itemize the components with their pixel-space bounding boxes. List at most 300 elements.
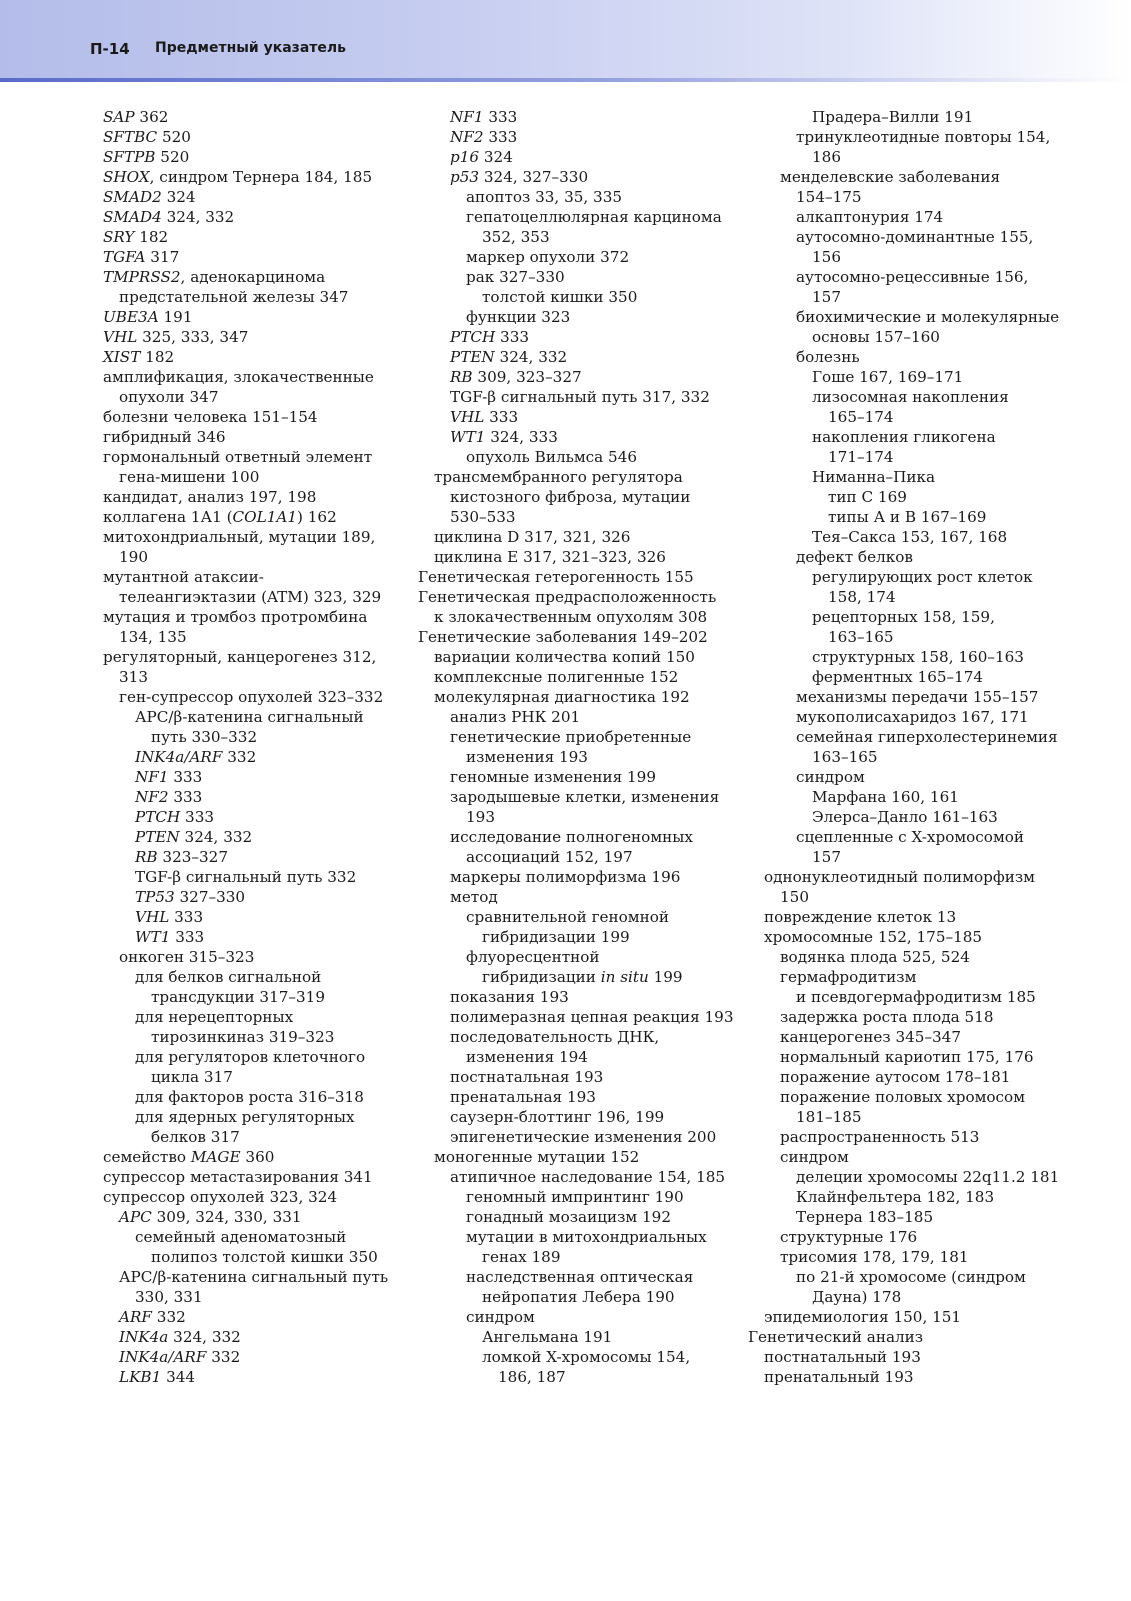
index-entry [103, 1167, 403, 1187]
index-text: аутосомно-доминантные 155, [796, 228, 1034, 246]
index-entry [103, 827, 403, 847]
index-entry [418, 127, 748, 147]
index-entry [103, 1087, 403, 1107]
index-entry [418, 927, 748, 947]
index-text: маркер опухоли 372 [466, 248, 630, 266]
index-term-italic: p16 [450, 148, 480, 166]
index-text: опухоль Вильмса 546 [466, 448, 638, 466]
index-entry [748, 1147, 1048, 1167]
index-text: маркеры полиморфизма 196 [450, 868, 681, 886]
index-entry [103, 1207, 403, 1227]
index-text: эпидемиология 150, 151 [764, 1308, 962, 1326]
index-text: Генетическая гетерогенность 155 [418, 568, 694, 586]
index-entry [103, 1267, 403, 1287]
index-text: 325, 333, 347 [137, 328, 249, 346]
index-entry [103, 887, 403, 907]
index-text: 199 [648, 968, 683, 986]
index-term-italic: WT1 [450, 428, 486, 446]
index-entry [748, 1087, 1048, 1107]
index-text: 309, 323–327 [472, 368, 582, 386]
index-text: толстой кишки 350 [482, 288, 638, 306]
index-text: гена-мишени 100 [119, 468, 260, 486]
index-text: 352, 353 [482, 228, 550, 246]
index-text: эпигенетические изменения 200 [450, 1128, 717, 1146]
index-term-italic: SAP [103, 108, 135, 126]
index-entry [103, 1287, 403, 1307]
index-text: распространенность 513 [780, 1128, 980, 1146]
index-text: мутации в митохондриальных [466, 1228, 707, 1246]
index-entry [748, 1367, 1048, 1387]
index-entry [103, 1067, 403, 1087]
index-text: генах 189 [482, 1248, 561, 1266]
index-text: синдром [780, 1148, 849, 1166]
index-text: комплексные полигенные 152 [434, 668, 679, 686]
index-entry [418, 447, 748, 467]
index-text: типы А и В 167–169 [828, 508, 987, 526]
index-entry [418, 587, 748, 607]
index-entry [748, 287, 1048, 307]
index-text: 520 [155, 148, 190, 166]
index-text: 324 [161, 188, 196, 206]
index-entry [748, 1247, 1048, 1267]
index-term-italic: UBE3A [103, 308, 159, 326]
index-entry [103, 647, 403, 667]
index-term-italic: SHOX [103, 168, 150, 186]
index-text: наследственная оптическая [466, 1268, 694, 1286]
index-text: регуляторный, канцерогенез 312, [103, 648, 377, 666]
index-text: ферментных 165–174 [812, 668, 984, 686]
index-entry [418, 467, 748, 487]
index-text: белков 317 [151, 1128, 240, 1146]
index-entry [418, 1107, 748, 1127]
index-text: митохондриальный, мутации 189, [103, 528, 376, 546]
index-text: супрессор метастазирования 341 [103, 1168, 373, 1186]
index-term-italic: WT1 [135, 928, 171, 946]
index-text: семейная гиперхолестеринемия [796, 728, 1058, 746]
index-entry [103, 527, 403, 547]
index-entry [418, 887, 748, 907]
index-entry [418, 1287, 748, 1307]
index-text: 332 [206, 1348, 241, 1366]
index-entry [748, 667, 1048, 687]
index-text: 186, 187 [498, 1368, 566, 1386]
index-text: болезнь [796, 348, 860, 366]
index-text: канцерогенез 345–347 [780, 1028, 962, 1046]
index-term-italic: VHL [135, 908, 170, 926]
index-text: опухоли 347 [119, 388, 219, 406]
index-entry [103, 907, 403, 927]
index-entry [103, 567, 403, 587]
index-entry [748, 847, 1048, 867]
index-entry [748, 127, 1051, 147]
index-text: 309, 324, 330, 331 [151, 1208, 302, 1226]
index-entry [103, 367, 403, 387]
index-text: для белков сигнальной [135, 968, 322, 986]
index-entry [103, 867, 403, 887]
index-entry [748, 107, 1048, 127]
index-entry [418, 1167, 748, 1187]
index-entry [103, 1347, 403, 1367]
index-entry [748, 1067, 1048, 1087]
index-entry [748, 1287, 1048, 1307]
index-entry [748, 1007, 1048, 1027]
index-text: моногенные мутации 152 [434, 1148, 640, 1166]
index-entry [103, 927, 403, 947]
header-band [0, 0, 1131, 78]
index-text: трансдукции 317–319 [151, 988, 325, 1006]
header-rule [0, 78, 1131, 82]
index-entry [748, 647, 1048, 667]
index-text: 171–174 [828, 448, 894, 466]
index-entry [103, 1367, 403, 1387]
index-entry [103, 207, 403, 227]
index-text: полимеразная цепная реакция 193 [450, 1008, 734, 1026]
index-text: Марфана 160, 161 [812, 788, 959, 806]
index-text: 520 [157, 128, 191, 146]
index-term-italic: APC [119, 1208, 152, 1226]
index-text: 324, 332 [168, 1328, 241, 1346]
index-text: 157 [812, 848, 841, 866]
index-text: циклина D 317, 321, 326 [434, 528, 631, 546]
index-text: Элерса–Данло 161–163 [812, 808, 998, 826]
index-text: 324, 327–330 [479, 168, 589, 186]
index-text: 150 [780, 888, 809, 906]
index-entry [748, 767, 1048, 787]
index-entry [103, 347, 403, 367]
index-text: тирозинкиназ 319–323 [151, 1028, 335, 1046]
index-text: 324, 333 [485, 428, 558, 446]
index-entry [103, 287, 403, 307]
index-text: телеангиэктазии (ATM) 323, 329 [119, 588, 382, 606]
index-text: генетические приобретенные [450, 728, 692, 746]
index-entry [748, 547, 1048, 567]
index-text: 324 [479, 148, 513, 166]
index-entry [418, 827, 748, 847]
index-text: для ядерных регуляторных [135, 1108, 355, 1126]
index-text: 330, 331 [135, 1288, 203, 1306]
index-text: 333 [483, 108, 518, 126]
index-entry [748, 687, 1048, 707]
index-entry [748, 947, 1048, 967]
index-entry [748, 207, 1048, 227]
index-entry [418, 547, 748, 567]
index-text: полипоз толстой кишки 350 [151, 1248, 378, 1266]
index-entry [103, 607, 403, 627]
index-text: структурных 158, 160–163 [812, 648, 1024, 666]
index-text: 323–327 [157, 848, 229, 866]
index-entry [418, 367, 748, 387]
index-entry [103, 1107, 403, 1127]
index-entry [418, 1187, 748, 1207]
index-entry [748, 467, 1048, 487]
index-text: путь 330–332 [151, 728, 258, 746]
index-entry [418, 1367, 748, 1387]
index-entry [748, 1267, 1048, 1287]
index-term-italic: in situ [600, 968, 649, 986]
index-entry [748, 267, 1048, 287]
index-entry [418, 1347, 748, 1367]
index-entry [103, 127, 403, 147]
index-term-italic: MAGE [190, 1148, 241, 1166]
index-entry [748, 1027, 1048, 1047]
index-text: пренатальная 193 [450, 1088, 596, 1106]
index-text: Генетическая предрасположенность [418, 588, 717, 606]
index-entry [748, 1127, 1048, 1147]
index-text: 333 [180, 808, 215, 826]
index-text: АРС/β-катенина сигнальный путь [119, 1268, 389, 1286]
index-entry [748, 927, 1048, 947]
index-text: изменения 193 [466, 748, 588, 766]
index-text: механизмы передачи 155–157 [796, 688, 1039, 706]
index-text: онкоген 315–323 [119, 948, 255, 966]
index-entry [418, 787, 748, 807]
index-text: по 21-й хромосоме (синдром [796, 1268, 1026, 1286]
index-entry [418, 487, 748, 507]
index-entry [418, 427, 748, 447]
index-entry [418, 727, 748, 747]
index-term-italic: INK4a/ARF [135, 748, 223, 766]
index-term-italic: PTCH [450, 328, 496, 346]
index-column-2 [418, 107, 748, 1387]
index-text: анализ РНК 201 [450, 708, 581, 726]
index-entry [103, 1247, 403, 1267]
index-text: менделевские заболевания [780, 168, 1001, 186]
index-text: цикла 317 [151, 1068, 233, 1086]
index-entry [103, 687, 403, 707]
index-text: Гоше 167, 169–171 [812, 368, 964, 386]
index-text: метод [450, 888, 498, 906]
index-entry [103, 507, 403, 527]
index-term-italic: PTCH [135, 808, 181, 826]
index-entry [748, 227, 1048, 247]
index-entry [418, 247, 748, 267]
index-entry [103, 107, 403, 127]
index-text: супрессор опухолей 323, 324 [103, 1188, 338, 1206]
index-text: задержка роста плода 518 [780, 1008, 994, 1026]
index-text: ассоциаций 152, 197 [466, 848, 633, 866]
index-text: и псевдогермафродитизм 185 [796, 988, 1036, 1006]
index-entry [418, 1327, 748, 1347]
index-term-italic: COL1A1 [232, 508, 297, 526]
index-entry [748, 1347, 1048, 1367]
index-entry [103, 1007, 403, 1027]
index-entry [748, 1167, 1060, 1187]
index-entry [103, 187, 403, 207]
index-text: 181–185 [796, 1108, 862, 1126]
index-text: 327–330 [174, 888, 246, 906]
index-text: геномный импринтинг 190 [466, 1188, 684, 1206]
index-text: гибридизации 199 [482, 928, 630, 946]
index-entry [103, 1227, 403, 1247]
index-entry [103, 1127, 403, 1147]
index-entry [418, 1127, 748, 1147]
index-text: гибридный 346 [103, 428, 226, 446]
index-text: сцепленные с X-хромосомой [796, 828, 1025, 846]
index-text: 333 [168, 788, 203, 806]
index-entry [418, 687, 748, 707]
index-text: кистозного фиброза, мутации [450, 488, 691, 506]
index-text: сравнительной геномной [466, 908, 670, 926]
index-text: , аденокарцинома [180, 268, 326, 286]
index-text: поражение аутосом 178–181 [780, 1068, 1011, 1086]
index-term-italic: RB [135, 848, 158, 866]
index-text: последовательность ДНК, [450, 1028, 660, 1046]
index-term-italic: INK4a [119, 1328, 169, 1346]
index-term-italic: PTEN [450, 348, 495, 366]
index-entry [103, 547, 403, 567]
index-entry [748, 367, 1048, 387]
index-term-italic: NF2 [135, 788, 169, 806]
index-text: 333 [495, 328, 530, 346]
index-text: АРС/β-катенина сигнальный [135, 708, 364, 726]
index-text: 333 [169, 908, 204, 926]
index-entry [103, 747, 403, 767]
index-text: Ниманна–Пика [812, 468, 936, 486]
index-entry [103, 307, 403, 327]
index-text: 186 [812, 148, 841, 166]
index-text: 333 [168, 768, 203, 786]
index-entry [748, 247, 1048, 267]
index-entry [748, 747, 1048, 767]
index-text: циклина E 317, 321–323, 326 [434, 548, 666, 566]
index-entry [748, 307, 1060, 327]
index-entry [103, 427, 403, 447]
index-term-italic: NF2 [450, 128, 484, 146]
index-text: гермафродитизм [780, 968, 917, 986]
index-text: 157 [812, 288, 841, 306]
index-text: для регуляторов клеточного [135, 1048, 366, 1066]
index-entry [418, 1087, 748, 1107]
index-entry [418, 987, 748, 1007]
index-entry [103, 1027, 403, 1047]
index-entry [103, 947, 403, 967]
index-entry [748, 187, 1048, 207]
index-text: функции 323 [466, 308, 571, 326]
index-text: нейропатия Лебера 190 [482, 1288, 675, 1306]
index-text: для факторов роста 316–318 [135, 1088, 364, 1106]
index-entry [418, 107, 748, 127]
index-entry [748, 407, 1048, 427]
index-term-italic: p53 [450, 168, 480, 186]
index-text: 324, 332 [161, 208, 235, 226]
index-column-3 [748, 107, 1060, 1387]
index-text: ломкой X-хромосомы 154, [482, 1348, 691, 1366]
index-text: пренатальный 193 [764, 1368, 914, 1386]
index-term-italic: VHL [450, 408, 485, 426]
index-entry [418, 287, 748, 307]
index-term-italic: SFTBC [103, 128, 158, 146]
index-text: регулирующих рост клеток [812, 568, 1033, 586]
index-text: семейный аденоматозный [135, 1228, 347, 1246]
index-text: мутантной атаксии- [103, 568, 264, 586]
index-entry [418, 807, 748, 827]
index-text: 193 [466, 808, 495, 826]
index-entry [748, 507, 1048, 527]
index-text: TGF-β сигнальный путь 332 [135, 868, 357, 886]
index-entry [103, 227, 403, 247]
index-entry [103, 767, 403, 787]
index-entry [418, 1067, 748, 1087]
index-term-italic: PTEN [135, 828, 180, 846]
index-entry [418, 187, 748, 207]
index-text: дефект белков [796, 548, 913, 566]
index-text: исследование полногеномных [450, 828, 693, 846]
index-entry [748, 1307, 1048, 1327]
index-entry [103, 1307, 403, 1327]
index-entry [418, 1307, 748, 1327]
index-text: 530–533 [450, 508, 516, 526]
index-entry [748, 907, 1048, 927]
index-entry [748, 527, 1048, 547]
index-text: тип С 169 [828, 488, 907, 506]
index-entry [418, 227, 748, 247]
index-entry [103, 627, 403, 647]
index-entry [103, 967, 403, 987]
index-entry [748, 867, 1048, 887]
index-text: биохимические и молекулярные [796, 308, 1060, 326]
index-text: 158, 174 [828, 588, 896, 606]
index-entry [103, 407, 403, 427]
index-text: 332 [151, 1308, 186, 1326]
index-entry [748, 627, 1048, 647]
index-text: алкаптонурия 174 [796, 208, 944, 226]
index-text: 163–165 [812, 748, 878, 766]
index-entry [418, 1007, 748, 1027]
index-text: Ангельмана 191 [482, 1328, 613, 1346]
index-text: мукополисахаридоз 167, 171 [796, 708, 1029, 726]
index-entry [418, 167, 748, 187]
index-entry [418, 767, 748, 787]
index-entry [103, 487, 403, 507]
index-text: лизосомная накопления [812, 388, 1009, 406]
index-entry [748, 1047, 1048, 1067]
index-text: делеции хромосомы 22q11.2 181 [796, 1168, 1060, 1186]
index-term-italic: XIST [103, 348, 141, 366]
index-entry [418, 947, 748, 967]
index-entry [103, 667, 403, 687]
index-text: постнатальная 193 [450, 1068, 604, 1086]
index-entry [418, 1247, 748, 1267]
index-entry [418, 1027, 748, 1047]
index-entry [418, 307, 748, 327]
index-text: рак 327–330 [466, 268, 565, 286]
index-entry [103, 587, 403, 607]
index-text: Тернера 183–185 [796, 1208, 934, 1226]
index-text: 134, 135 [119, 628, 187, 646]
index-text: нормальный кариотип 175, 176 [780, 1048, 1034, 1066]
index-entry [103, 387, 403, 407]
index-text: геномные изменения 199 [450, 768, 657, 786]
index-entry [748, 787, 1048, 807]
index-text: поражение половых хромосом [780, 1088, 1026, 1106]
index-text: 362 [134, 108, 169, 126]
index-text: флуоресцентной [466, 948, 600, 966]
index-text: 165–174 [828, 408, 894, 426]
index-entry [103, 847, 403, 867]
index-term-italic: RB [450, 368, 473, 386]
index-text: Клайнфельтера 182, 183 [796, 1188, 995, 1206]
index-text: изменения 194 [466, 1048, 588, 1066]
index-entry [418, 747, 748, 767]
index-text: 333 [170, 928, 205, 946]
index-entry [748, 987, 1048, 1007]
index-entry [418, 707, 748, 727]
index-term-italic: SMAD2 [103, 188, 162, 206]
index-text: накопления гликогена [812, 428, 996, 446]
index-text: 344 [161, 1368, 196, 1386]
index-entry [103, 707, 403, 727]
index-entry [748, 347, 1048, 367]
